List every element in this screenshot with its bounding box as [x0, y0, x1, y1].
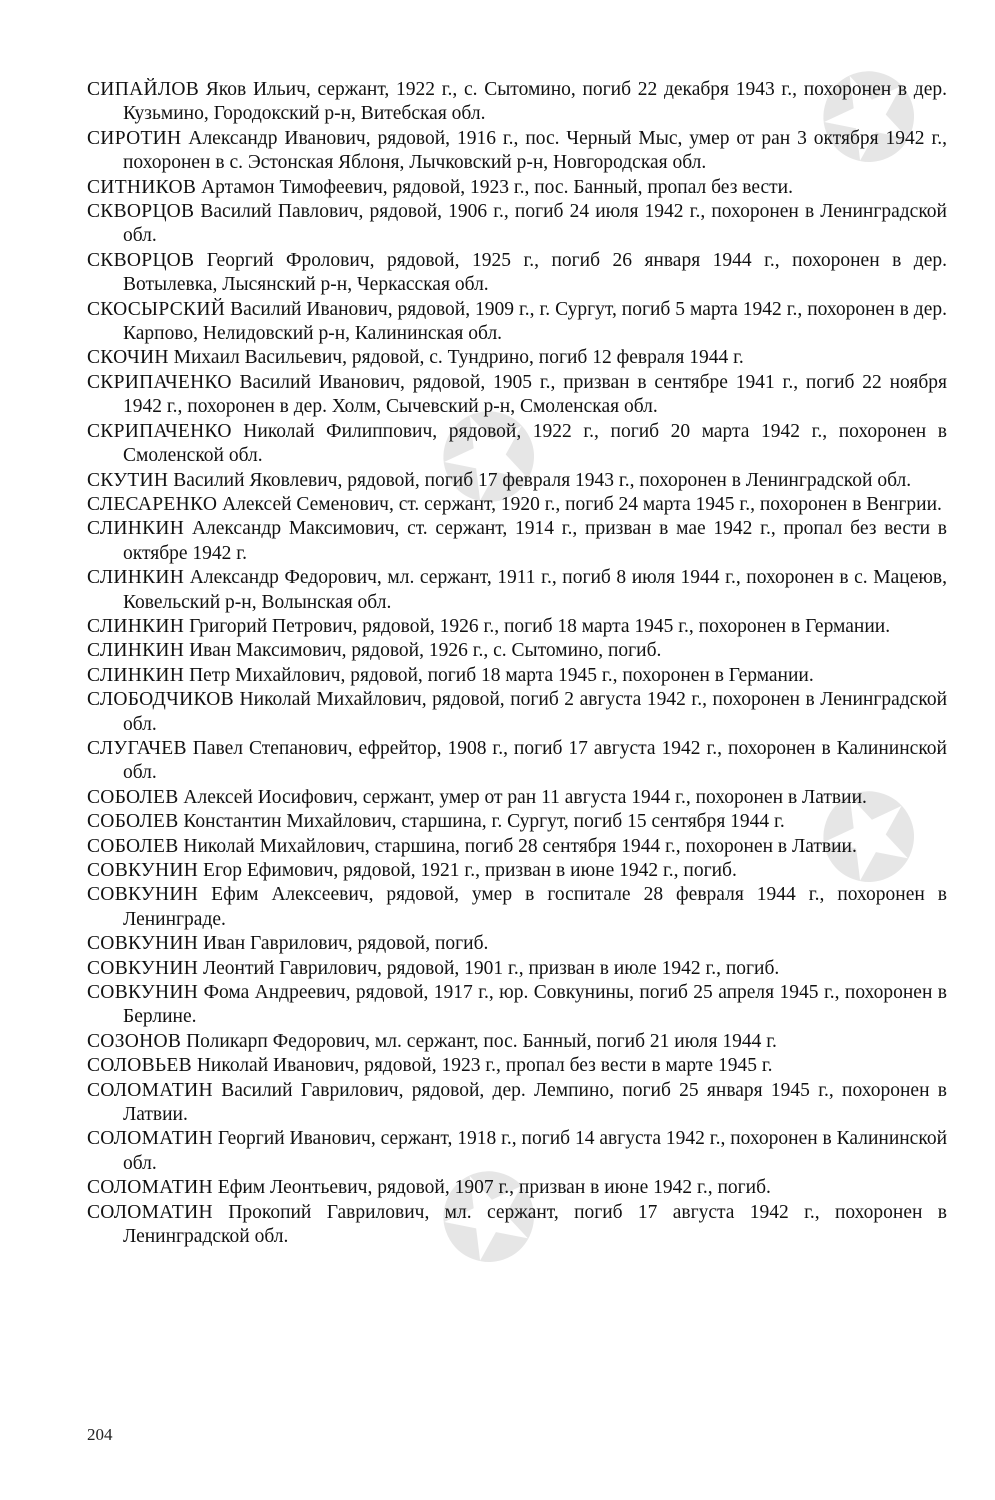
entry-details: Яков Ильич, сержант, 1922 г., с. Сытомино, погиб 22 декабря 1943 г., похоронен в дер. Кузьмино, Городокский р-н, Витебская обл.	[123, 79, 948, 125]
star-watermark-icon: ✪	[795, 35, 945, 204]
list-entry	[87, 932, 947, 956]
entry-surname: СОБОЛЕВ	[87, 835, 179, 857]
list-entry	[87, 786, 947, 810]
entry-surname: СИРОТИН	[87, 127, 182, 149]
star-watermark-icon: ✪	[415, 375, 565, 544]
list-entry	[87, 469, 947, 493]
entry-details: Николай Филиппович, рядовой, 1922 г., погиб 20 марта 1942 г., похоронен в Смоленской обл.	[123, 420, 947, 467]
entry-details: Василий Гаврилович, рядовой, дер. Лемпино, погиб 25 января 1945 г., похоронен в Латвии.	[123, 1079, 948, 1126]
entry-surname: СЛОБОДЧИКОВ	[87, 689, 234, 711]
list-entry	[87, 859, 947, 883]
entry-details: Ефим Леонтьевич, рядовой, 1907 г., призван в июне 1942 г., погиб.	[217, 1177, 771, 1199]
entry-surname: СКРИПАЧЕНКО	[87, 420, 232, 442]
list-entry	[87, 1054, 947, 1078]
entry-details: Василий Иванович, рядовой, 1905 г., призван в сентябре 1941 г., погиб 22 ноября 1942 г., похоронен в дер. Холм, Сычевский р-н, Смоленская обл.	[123, 371, 947, 418]
entry-details: Александр Федорович, мл. сержант, 1911 г., погиб 8 июля 1944 г., похоронен в с. Мацеюв, Ковельский р-н, Волынская обл.	[123, 567, 947, 613]
entry-details: Александр Иванович, рядовой, 1916 г., пос. Черный Мыс, умер от ран 3 октября 1942 г., похоронен в с. Эстонская Яблоня, Лычковский р-н, Новгородская обл.	[123, 127, 948, 174]
memorial-name-list	[87, 78, 947, 1250]
entry-surname: СОЛОМАТИН	[87, 1079, 213, 1101]
list-entry	[87, 810, 947, 834]
star-watermark-icon: ✪	[795, 755, 945, 924]
entry-details: Алексей Иосифович, сержант, умер от ран 11 августа 1944 г., похоронен в Латвии.	[183, 786, 867, 808]
list-entry	[87, 371, 947, 420]
entry-surname: СОВКУНИН	[87, 884, 199, 906]
entry-details: Алексей Семенович, ст. сержант, 1920 г., погиб 24 марта 1945 г., похоронен в Венгрии.	[222, 493, 942, 515]
entry-details: Фома Андреевич, рядовой, 1917 г., юр. Совкунины, погиб 25 апреля 1945 г., похоронен в Берлине.	[123, 982, 947, 1028]
entry-surname: СЛУГАЧЕВ	[87, 737, 187, 759]
entry-details: Александр Максимович, ст. сержант, 1914 г., призван в мае 1942 г., пропал без вести в октябре 1942 г.	[123, 518, 948, 564]
entry-details: Поликарп Федорович, мл. сержант, пос. Банный, погиб 21 июля 1944 г.	[186, 1030, 777, 1052]
entry-surname: СКОЧИН	[87, 347, 169, 369]
entry-details: Георгий Фролович, рядовой, 1925 г., погиб 26 января 1944 г., похоронен в дер. Вотылевка, Лысянский р-н, Черкасская обл.	[123, 249, 947, 296]
entry-surname: СОБОЛЕВ	[87, 811, 179, 833]
list-entry	[87, 566, 947, 615]
entry-details: Николай Михайлович, рядовой, погиб 2 августа 1942 г., похоронен в Ленинградской обл.	[123, 689, 948, 735]
entry-details: Артамон Тимофеевич, рядовой, 1923 г., пос. Банный, пропал без вести.	[201, 176, 793, 198]
entry-details: Василий Павлович, рядовой, 1906 г., погиб 24 июля 1942 г., похоронен в Ленинградской обл.	[123, 201, 947, 247]
entry-details: Григорий Петрович, рядовой, 1926 г., погиб 18 марта 1945 г., похоронен в Германии.	[189, 615, 891, 637]
list-entry	[87, 639, 947, 663]
entry-surname: СОЛОМАТИН	[87, 1201, 213, 1223]
list-entry	[87, 737, 947, 786]
list-entry	[87, 664, 947, 688]
entry-surname: СОЛОВЬЕВ	[87, 1055, 192, 1077]
entry-surname: СКВОРЦОВ	[87, 201, 195, 223]
list-entry	[87, 298, 947, 347]
entry-surname: СОВКУНИН	[87, 957, 199, 979]
entry-details: Николай Иванович, рядовой, 1923 г., пропал без вести в марте 1945 г.	[196, 1055, 773, 1077]
entry-surname: СЛИНКИН	[87, 640, 185, 662]
list-entry	[87, 1030, 947, 1054]
list-entry	[87, 1176, 947, 1200]
entry-surname: СОЛОМАТИН	[87, 1177, 213, 1199]
entry-surname: СИПАЙЛОВ	[87, 79, 200, 100]
entry-surname: СОВКУНИН	[87, 933, 199, 955]
list-entry	[87, 493, 947, 517]
entry-surname: СОВКУНИН	[87, 860, 199, 881]
entry-details: Николай Михайлович, старшина, погиб 28 сентября 1944 г., похоронен в Латвии.	[183, 835, 857, 857]
entry-details: Константин Михайлович, старшина, г. Сургут, погиб 15 сентября 1944 г.	[183, 811, 785, 833]
list-entry	[87, 883, 947, 932]
entry-surname: СКРИПАЧЕНКО	[87, 371, 232, 393]
entry-surname: СКОСЫРСКИЙ	[87, 298, 226, 320]
entry-details: Петр Михайлович, рядовой, погиб 18 марта 1945 г., похоронен в Германии.	[189, 664, 814, 686]
list-entry	[87, 1201, 947, 1250]
entry-surname: СКВОРЦОВ	[87, 249, 195, 271]
entry-details: Василий Иванович, рядовой, 1909 г., г. Сургут, погиб 5 марта 1942 г., похоронен в дер. Карпово, Нелидовский р-н, Калининская обл.	[123, 298, 948, 345]
entry-details: Прокопий Гаврилович, мл. сержант, погиб 17 августа 1942 г., похоронен в Ленинградской обл.	[123, 1201, 947, 1248]
entry-surname: СОВКУНИН	[87, 982, 199, 1004]
list-entry	[87, 688, 947, 737]
entry-surname: СЛИНКИН	[87, 615, 185, 637]
list-entry	[87, 78, 947, 127]
entry-details: Иван Максимович, рядовой, 1926 г., с. Сытомино, погиб.	[189, 640, 662, 662]
entry-surname: СЛИНКИН	[87, 567, 185, 589]
entry-surname: СЛИНКИН	[87, 664, 185, 686]
entry-details: Георгий Иванович, сержант, 1918 г., погиб 14 августа 1942 г., похоронен в Калининской обл.	[123, 1128, 948, 1174]
entry-details: Иван Гаврилович, рядовой, погиб.	[203, 933, 489, 955]
list-entry	[87, 249, 947, 298]
entry-details: Ефим Алексеевич, рядовой, умер в госпитале 28 февраля 1944 г., похоронен в Ленинграде.	[123, 884, 947, 930]
entry-details: Егор Ефимович, рядовой, 1921 г., призван в июне 1942 г., погиб.	[203, 860, 737, 881]
entry-surname: СЛИНКИН	[87, 518, 185, 540]
star-watermark-icon: ✪	[415, 1135, 565, 1304]
entry-surname: СОЗОНОВ	[87, 1030, 182, 1052]
list-entry	[87, 200, 947, 249]
list-entry	[87, 1079, 947, 1128]
entry-details: Василий Яковлевич, рядовой, погиб 17 февраля 1943 г., похоронен в Ленинградской обл.	[173, 469, 912, 491]
entry-details: Михаил Васильевич, рядовой, с. Тундрино, погиб 12 февраля 1944 г.	[173, 347, 744, 369]
page-number: 204	[87, 1425, 113, 1444]
list-entry	[87, 176, 947, 200]
list-entry	[87, 517, 947, 566]
entry-details: Павел Степанович, ефрейтор, 1908 г., погиб 17 августа 1942 г., похоронен в Калининской обл.	[123, 737, 947, 784]
entry-details: Леонтий Гаврилович, рядовой, 1901 г., призван в июле 1942 г., погиб.	[203, 957, 780, 979]
list-entry	[87, 346, 947, 370]
entry-surname: СКУТИН	[87, 469, 169, 491]
list-entry	[87, 420, 947, 469]
list-entry	[87, 615, 947, 639]
entry-surname: СЛЕСАРЕНКО	[87, 493, 218, 515]
entry-surname: СОБОЛЕВ	[87, 786, 179, 808]
entry-surname: СОЛОМАТИН	[87, 1128, 213, 1150]
list-entry	[87, 127, 947, 176]
list-entry	[87, 981, 947, 1030]
entry-surname: СИТНИКОВ	[87, 176, 197, 198]
list-entry	[87, 835, 947, 859]
list-entry	[87, 1127, 947, 1176]
list-entry	[87, 957, 947, 981]
